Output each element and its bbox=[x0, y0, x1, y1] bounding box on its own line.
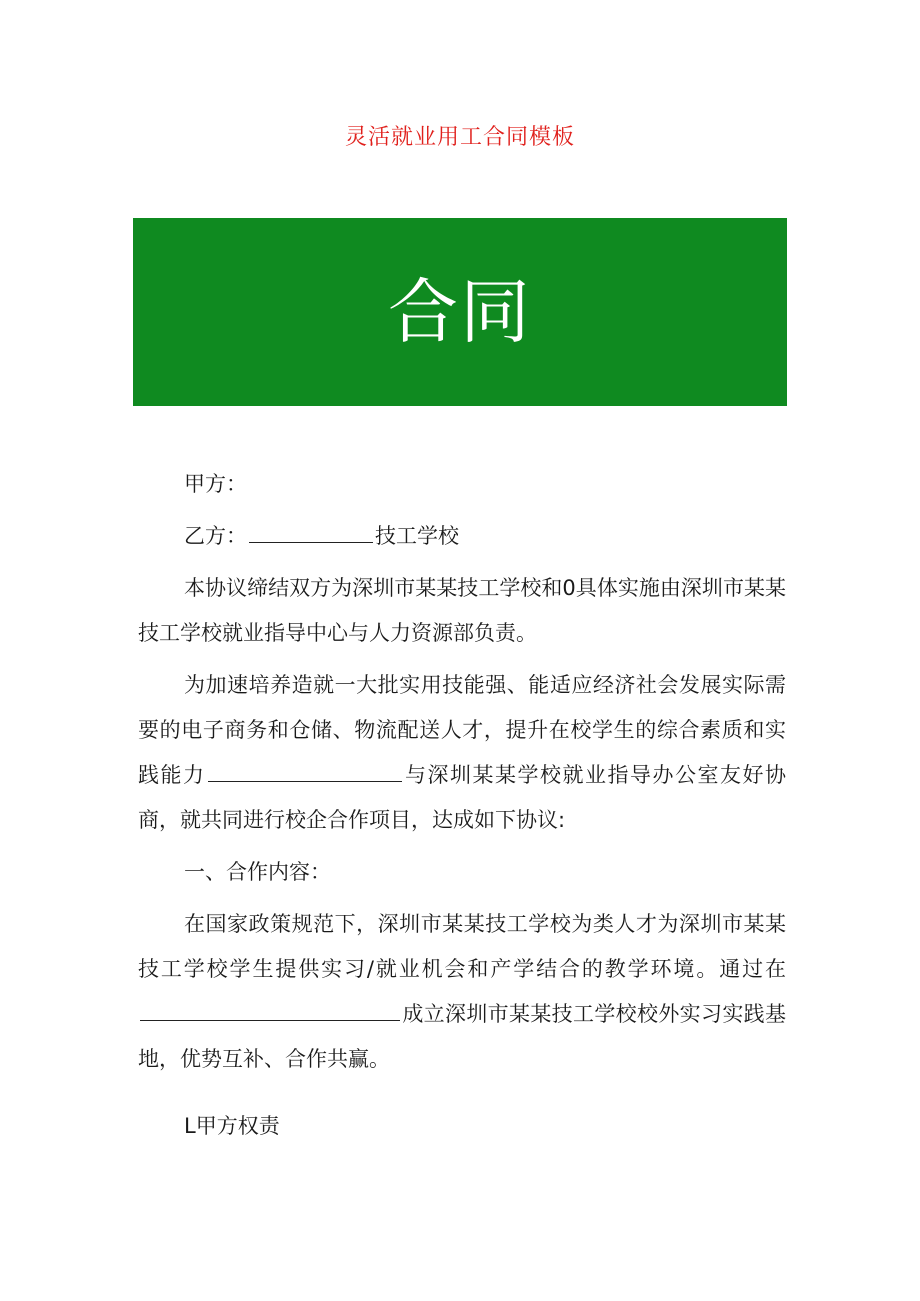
paragraph-cooperation-text-2: 成立深圳市某某技工学校校外实习实践基地，优势互补、合作共赢。 bbox=[138, 1002, 786, 1071]
section-heading-cooperation: 一、合作内容： bbox=[184, 860, 331, 884]
document-body bbox=[138, 462, 786, 1156]
party-b-suffix: 技工学校 bbox=[375, 524, 459, 548]
party-b-line bbox=[138, 514, 786, 559]
contract-banner bbox=[133, 218, 787, 406]
paragraph-purpose-text-2: 与深圳某某学校就业指导办公室友好协商，就共同进行校企合作项目，达成如下协议: bbox=[138, 763, 786, 832]
banner-text: 合同 bbox=[388, 271, 532, 353]
company-name-blank[interactable] bbox=[208, 759, 402, 782]
subsection-heading-party-a: L甲方权责 bbox=[184, 1114, 280, 1138]
document-title: 灵活就业用工合同模板 bbox=[344, 125, 575, 150]
paragraph-cooperation bbox=[138, 902, 786, 1082]
paragraph-purpose-text-1: 为加速培养造就一大批实用技能强、能适应经济社会发展实际需要的电子商务和仓储、物流配送人才，提升在校学生的综合素质和实践能力 bbox=[138, 673, 786, 787]
party-a-label: 甲方： bbox=[184, 472, 247, 496]
paragraph-purpose bbox=[138, 663, 786, 843]
party-a-line bbox=[138, 462, 786, 507]
paragraph-cooperation-prefix: 过在 bbox=[742, 957, 786, 981]
paragraph-parties: 本协议缔结双方为深圳市某某技工学校和0具体实施由深圳市某某技工学校就业指导中心与人力资源部负责。 bbox=[138, 576, 786, 645]
party-b-name-blank[interactable] bbox=[249, 520, 373, 543]
party-b-label: 乙方： bbox=[184, 524, 247, 548]
location-blank[interactable] bbox=[140, 998, 400, 1021]
paragraph-cooperation-text-1: 在国家政策规范下，深圳市某某技工学校为类人才为深圳市某某技工学校学生提供实习/就业机会和产学结合的教学环境。通 bbox=[138, 912, 786, 981]
